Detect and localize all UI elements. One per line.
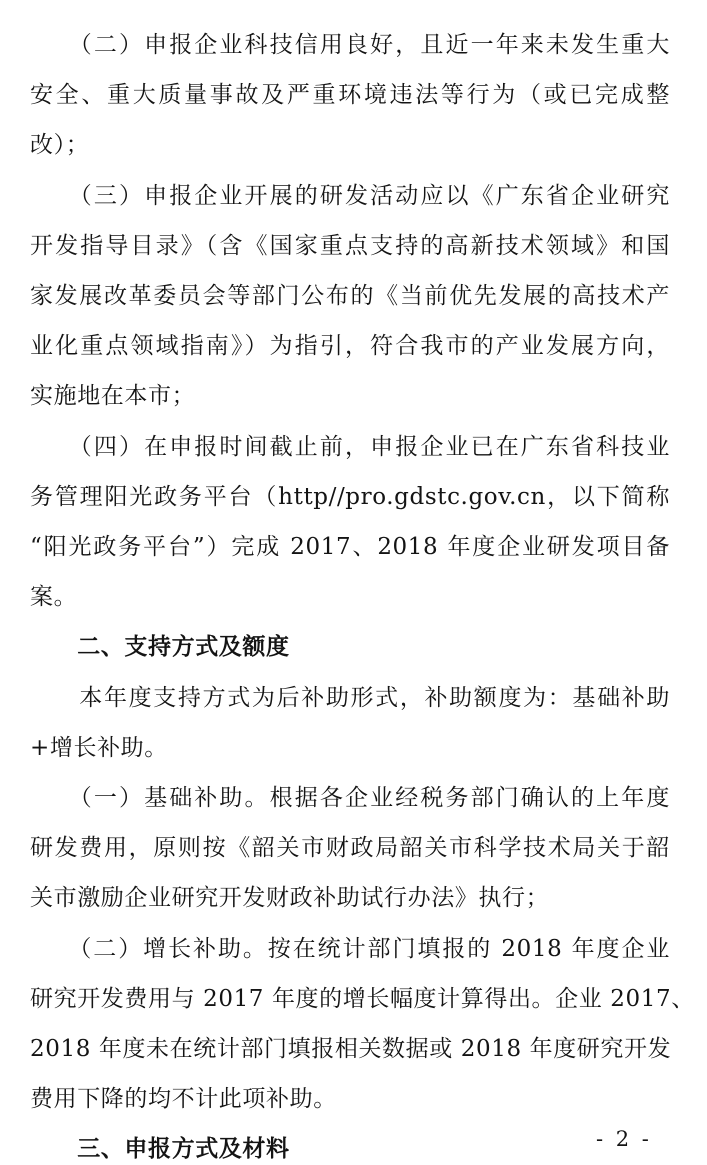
text-line-19: （二）增长补助。按在统计部门填报的 2018 年度企业 <box>30 935 670 962</box>
text-line-8: 实施地在本市； <box>30 383 196 410</box>
text-line-4: （三）申报企业开展的研发活动应以《广东省企业研究 <box>30 182 670 209</box>
text-line-15: +增长补助。 <box>30 734 168 761</box>
text-line-11: “阳光政务平台”）完成 2017、2018 年度企业研发项目备 <box>30 534 670 560</box>
text-line-21: 2018 年度未在统计部门填报相关数据或 2018 年度研究开发 <box>30 1036 672 1062</box>
text-line-2: 安全、重大质量事故及严重环境违法等行为（或已完成整 <box>30 82 670 109</box>
page-number: - 2 - <box>596 1127 652 1151</box>
section-heading-2: 二、支持方式及额度 <box>30 634 290 661</box>
text-line-3: 改）； <box>30 132 90 159</box>
text-line-16: （一）基础补助。根据各企业经税务部门确认的上年度 <box>30 785 670 811</box>
text-line-9: （四）在申报时间截止前，申报企业已在广东省科技业 <box>30 433 670 460</box>
text-line-7: 业化重点领域指南》）为指引，符合我市的产业发展方向， <box>30 333 670 360</box>
text-line-1: （二）申报企业科技信用良好，且近一年来未发生重大 <box>30 32 670 58</box>
text-line-5: 开发指导目录》（含《国家重点支持的高新技术领域》和国 <box>30 232 670 259</box>
text-line-17: 研发费用，原则按《韶关市财政局韶关市科学技术局关于韶 <box>30 835 670 862</box>
section-heading-3: 三、申报方式及材料 <box>30 1136 290 1163</box>
text-line-20: 研究开发费用与 2017 年度的增长幅度计算得出。企业 2017、 <box>30 985 695 1012</box>
text-line-6: 家发展改革委员会等部门公布的《当前优先发展的高技术产 <box>30 283 670 309</box>
text-line-18: 关市激励企业研究开发财政补助试行办法》执行； <box>30 885 550 912</box>
text-line-12: 案。 <box>30 584 78 611</box>
text-line-10: 务管理阳光政务平台（http//pro.gdstc.gov.cn，以下简称 <box>30 483 670 510</box>
text-line-14: 本年度支持方式为后补助形式，补助额度为：基础补助 <box>30 684 670 711</box>
text-line-22: 费用下降的均不计此项补助。 <box>30 1086 337 1113</box>
